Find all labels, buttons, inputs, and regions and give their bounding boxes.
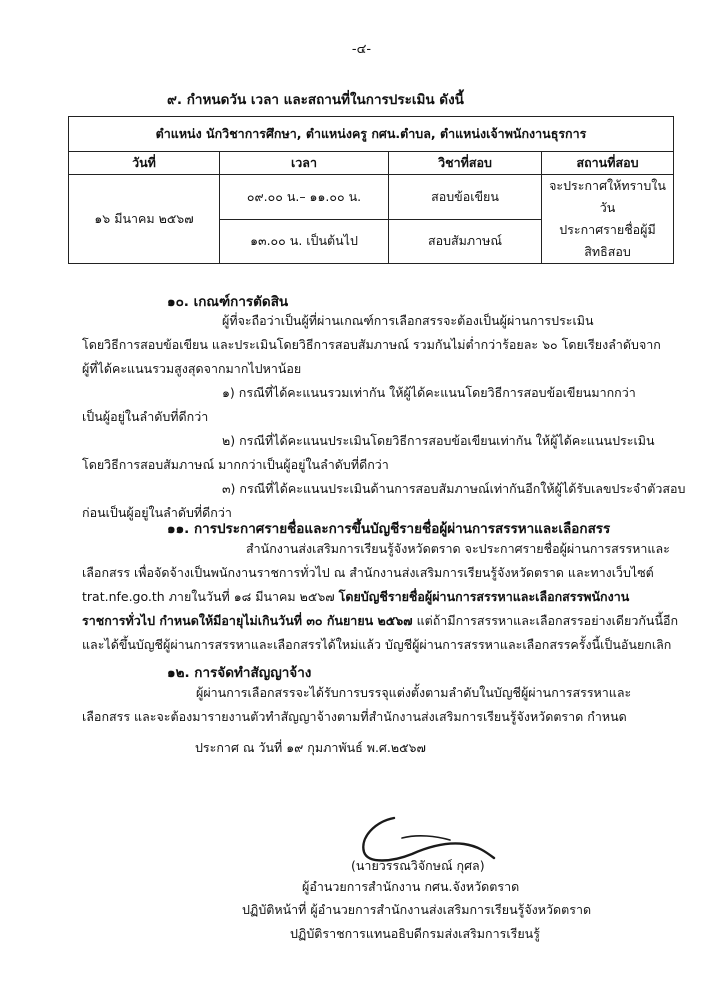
cell-venue: [542, 175, 674, 264]
cell-subject: สอบข้อเขียน: [389, 175, 542, 220]
cell-time: ๐๙.๐๐ น.– ๑๑.๐๐ น.: [220, 175, 389, 220]
text-segment: trat.nfe.go.th ภายในวันที่ ๑๘ มีนาคม ๒๕๖๗: [82, 589, 339, 604]
text-segment-bold: ราชการทั่วไป กำหนดให้มีอายุไม่เกินวันที่ ๓๐ กันยายน ๒๕๖๗: [82, 613, 413, 628]
text-line: ก่อนเป็นผู้อยู่ในลำดับที่ดีกว่า: [82, 505, 232, 520]
section-11-body: [82, 537, 682, 657]
venue-line: ประกาศรายชื่อผู้มีสิทธิสอบ: [559, 222, 656, 259]
text-line: ๓) กรณีที่ได้คะแนนประเมินด้านการสอบสัมภาษณ์เท่ากันอีกให้ผู้ได้รับเลขประจำตัวสอบ: [222, 481, 686, 496]
section-10-heading: ๑๐. เกณฑ์การตัดสิน: [167, 294, 289, 310]
text-line: เลือกสรร และจะต้องมารายงานตัวทำสัญญาจ้างตามที่สำนักงานส่งเสริมการเรียนรู้จังหวัดตราด กำหนด: [82, 709, 627, 724]
cell-date: ๑๖ มีนาคม ๒๕๖๗: [69, 175, 220, 264]
text-line: ผู้ผ่านการเลือกสรรจะได้รับการบรรจุแต่งตั้งตามลำดับในบัญชีผู้ผ่านการสรรหาและ: [196, 685, 632, 700]
section-12-body: [82, 681, 682, 729]
announcement-date: ประกาศ ณ วันที่ ๑๙ กุมภาพันธ์ พ.ศ.๒๕๖๗: [195, 740, 426, 755]
text-line: ๑) กรณีที่ได้คะแนนรวมเท่ากัน ให้ผู้ได้คะแนนโดยวิธีการสอบข้อเขียนมากกว่า: [222, 385, 636, 400]
column-header-date: วันที่: [69, 152, 220, 175]
signer-title-3: ปฏิบัติราชการแทนอธิบดีกรมส่งเสริมการเรียนรู้: [290, 926, 540, 941]
exam-schedule-table: [68, 116, 674, 264]
text-line: ผู้ที่ได้คะแนนรวมสูงสุดจากมากไปหาน้อย: [82, 361, 302, 376]
text-line: และได้ขึ้นบัญชีผู้ผ่านการสรรหาและเลือกสรรได้ใหม่แล้ว บัญชีผู้ผ่านการสรรหาและเลือกสรรครั้งนี้เป็นอันยกเลิก: [82, 637, 672, 652]
signer-title-1: ผู้อำนวยการสำนักงาน กศน.จังหวัดตราด: [302, 879, 520, 894]
section-10-body: [82, 309, 686, 525]
table-row: [69, 175, 674, 220]
text-line: โดยวิธีการสอบสัมภาษณ์ มากกว่าเป็นผู้อยู่ในลำดับที่ดีกว่า: [82, 457, 389, 472]
text-line: เลือกสรร เพื่อจัดจ้างเป็นพนักงานราชการทั่วไป ณ สำนักงานส่งเสริมการเรียนรู้จังหวัดตราด และทางเว็บไซต์: [82, 565, 654, 580]
text-line: [82, 609, 682, 633]
text-line: [82, 585, 682, 609]
text-segment-bold: โดยบัญชีรายชื่อผู้ผ่านการสรรหาและเลือกสรรพนักงาน: [338, 589, 630, 604]
page-number: -๔-: [351, 42, 372, 57]
text-line: สำนักงานส่งเสริมการเรียนรู้จังหวัดตราด จะประกาศรายชื่อผู้ผ่านการสรรหาและ: [246, 541, 670, 556]
text-line: ผู้ที่จะถือว่าเป็นผู้ที่ผ่านเกณฑ์การเลือกสรรจะต้องเป็นผู้ผ่านการประเมิน: [222, 313, 594, 328]
text-line: โดยวิธีการสอบข้อเขียน และประเมินโดยวิธีการสอบสัมภาษณ์ รวมกันไม่ต่ำกว่าร้อยละ ๖๐ โดยเรียงลำดับจาก: [82, 337, 661, 352]
text-line: ๒) กรณีที่ได้คะแนนประเมินโดยวิธีการสอบข้อเขียนเท่ากัน ให้ผู้ได้คะแนนประเมิน: [222, 433, 655, 448]
column-header-venue: สถานที่สอบ: [542, 152, 674, 175]
text-line: เป็นผู้อยู่ในลำดับที่ดีกว่า: [82, 409, 209, 424]
venue-line: จะประกาศให้ทราบในวัน: [549, 178, 666, 215]
text-segment: แต่ถ้ามีการสรรหาและเลือกสรรอย่างเดียวกันนี้อีก: [412, 613, 679, 628]
section-11-heading: ๑๑. การประกาศรายชื่อและการขึ้นบัญชีรายชื่อผู้ผ่านการสรรหาและเลือกสรร: [167, 521, 611, 537]
cell-subject: สอบสัมภาษณ์: [389, 219, 542, 264]
signer-name: (นายวรรณวิจักษณ์ กุศล): [351, 858, 485, 873]
column-header-subject: วิชาที่สอบ: [389, 152, 542, 175]
cell-time: ๑๓.๐๐ น. เป็นต้นไป: [220, 219, 389, 264]
table-position-header: ตำแหน่ง นักวิชาการศึกษา, ตำแหน่งครู กศน.ตำบล, ตำแหน่งเจ้าพนักงานธุรการ: [69, 117, 674, 152]
signer-title-2: ปฏิบัติหน้าที่ ผู้อำนวยการสำนักงานส่งเสริมการเรียนรู้จังหวัดตราด: [242, 902, 592, 917]
section-9-heading: ๙. กำหนดวัน เวลา และสถานที่ในการประเมิน ดังนี้: [167, 92, 464, 108]
section-12-heading: ๑๒. การจัดทำสัญญาจ้าง: [167, 665, 312, 681]
column-header-time: เวลา: [220, 152, 389, 175]
